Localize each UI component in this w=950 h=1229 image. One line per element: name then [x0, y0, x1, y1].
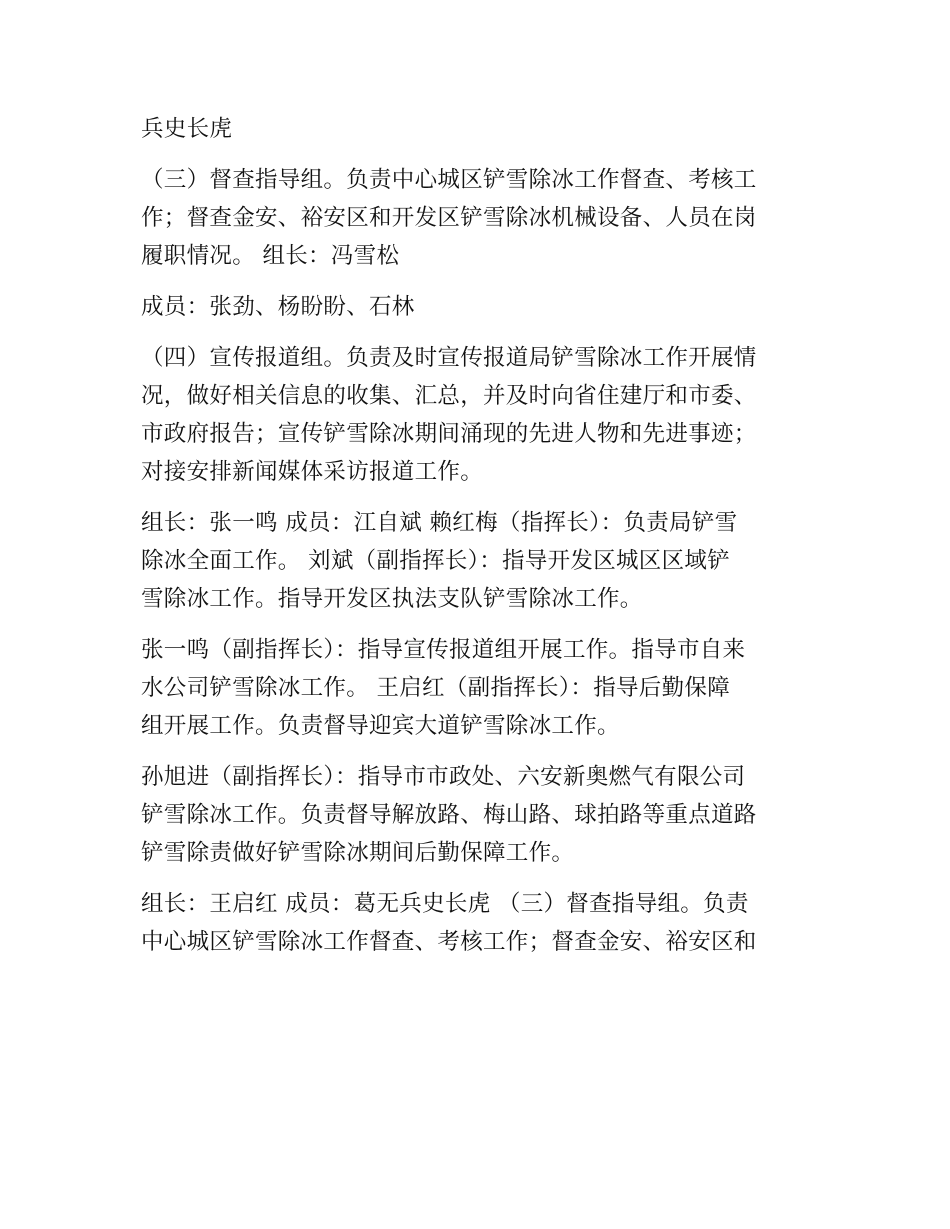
text-line: （四）宣传报道组。负责及时宣传报道局铲雪除冰工作开展情 [141, 345, 757, 371]
paragraph-7 [141, 758, 821, 872]
text-line: 组长：张一鸣 成员：江自斌 赖红梅（指挥长）：负责局铲雪 [141, 510, 738, 536]
document-body [141, 110, 821, 961]
paragraph-6 [141, 631, 821, 745]
text-line: （三）督查指导组。负责中心城区铲雪除冰工作督查、考核工 [141, 167, 757, 193]
text-line: 雪除冰工作。指导开发区执法支队铲雪除冰工作。 [141, 586, 643, 612]
paragraph-2 [141, 161, 821, 275]
text-line: 市政府报告；宣传铲雪除冰期间涌现的先进人物和先进事迹； [141, 421, 757, 447]
paragraph-5 [141, 504, 821, 618]
text-line: 对接安排新闻媒体采访报道工作。 [141, 459, 484, 485]
text-line: 铲雪除责做好铲雪除冰期间后勤保障工作。 [141, 840, 575, 866]
paragraph-4 [141, 339, 821, 491]
text-line: 孙旭进（副指挥长）：指导市市政处、六安新奥燃气有限公司 [141, 764, 746, 790]
text-line: 除冰全面工作。 刘斌（副指挥长）：指导开发区城区区域铲 [141, 548, 731, 574]
text-line: 作；督查金安、裕安区和开发区铲雪除冰机械设备、人员在岗 [141, 205, 757, 231]
text-line: 兵史长虎 [141, 116, 233, 142]
paragraph-8 [141, 885, 821, 961]
text-line: 水公司铲雪除冰工作。 王启红（副指挥长）：指导后勤保障 [141, 675, 731, 701]
text-line: 张一鸣（副指挥长）：指导宣传报道组开展工作。指导市自来 [141, 637, 746, 663]
text-line: 组长：王启红 成员：葛无兵史长虎 （三）督查指导组。负责 [141, 891, 749, 917]
text-line: 履职情况。 组长：冯雪松 [141, 243, 400, 269]
text-line: 铲雪除冰工作。负责督导解放路、梅山路、球拍路等重点道路 [141, 802, 757, 828]
paragraph-3 [141, 288, 821, 326]
paragraph-1 [141, 110, 821, 148]
text-line: 中心城区铲雪除冰工作督查、考核工作；督查金安、裕安区和 [141, 929, 757, 955]
text-line: 况，做好相关信息的收集、汇总，并及时向省住建厅和市委、 [141, 383, 757, 409]
text-line: 成员：张劲、杨盼盼、石林 [141, 294, 415, 320]
text-line: 组开展工作。负责督导迎宾大道铲雪除冰工作。 [141, 713, 620, 739]
